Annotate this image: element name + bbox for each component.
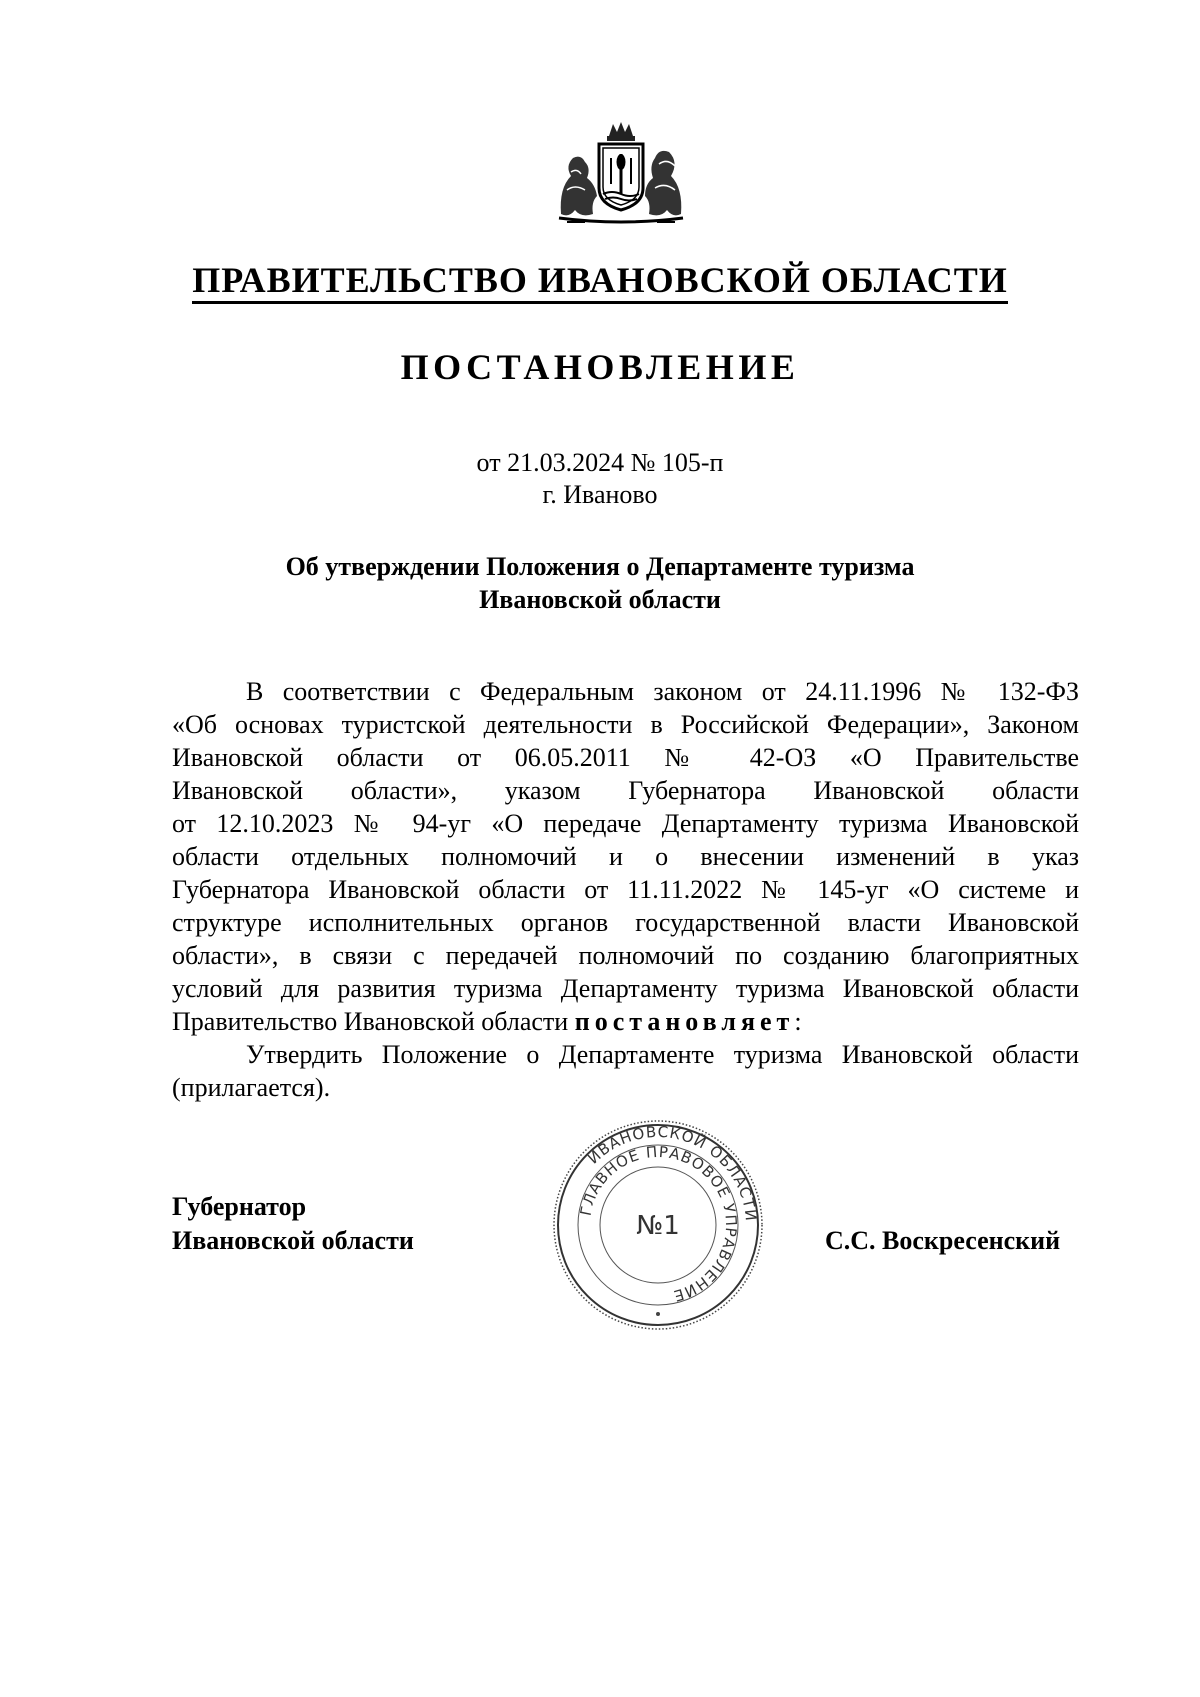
seal-inner-text: ГЛАВНОЕ ПРАВОВОЕ УПРАВЛЕНИЕ (576, 1142, 741, 1306)
resolution-line: Утвердить Положение о Департаменте туризма Ивановской области (246, 1040, 1079, 1069)
document-meta (0, 447, 1200, 511)
document-type-heading: ПОСТАНОВЛЕНИЕ (400, 347, 800, 387)
subject-line-2: Ивановской области (479, 585, 721, 614)
organization-title: ПРАВИТЕЛЬСТВО ИВАНОВСКОЙ ОБЛАСТИ (0, 258, 1200, 302)
signatory-name: С.С. Воскресенский (825, 1226, 1061, 1255)
coat-of-arms-icon (555, 118, 687, 230)
document-body (172, 675, 1079, 1104)
body-line: условий для развития туризма Департаменту туризма Ивановской области (172, 974, 1079, 1003)
body-line: от 12.10.2023 № 94-уг «О передаче Департаменту туризма Ивановской (172, 809, 1079, 838)
seal-number: №1 (636, 1211, 680, 1241)
body-line: В соответствии с Федеральным законом от 24.11.1996 № 132-ФЗ (246, 677, 1079, 706)
final-suffix: : (794, 1007, 802, 1036)
subject-line-1: Об утверждении Положения о Департаменте туризма (285, 552, 915, 581)
body-line-final (172, 1005, 1079, 1038)
document-subject (0, 550, 1200, 616)
position-line-2: Ивановской области (172, 1226, 414, 1255)
date-number: от 21.03.2024 № 105-п (476, 448, 724, 477)
seal-outer-text: ИВАНОВСКОЙ ОБЛАСТИ (584, 1122, 761, 1223)
official-seal-icon (551, 1118, 765, 1332)
body-line: Ивановской области от 06.05.2011 № 42-ОЗ «О Правительстве (172, 743, 1079, 772)
body-line: Губернатора Ивановской области от 11.11.2022 № 145-уг «О системе и (172, 875, 1079, 904)
body-line: Ивановской области», указом Губернатора Ивановской области (172, 776, 1079, 805)
resolve-keyword: постановляет (574, 1007, 795, 1036)
city: г. Иваново (542, 480, 658, 509)
body-line: «Об основах туристской деятельности в Российской Федерации», Законом (172, 710, 1079, 739)
final-prefix: Правительство Ивановской области (172, 1007, 569, 1036)
body-line: области отдельных полномочий и о внесении изменений в указ (172, 842, 1079, 871)
resolution-line: (прилагается). (172, 1073, 331, 1102)
body-line: области», в связи с передачей полномочий по созданию благоприятных (172, 941, 1079, 970)
position-line-1: Губернатор (172, 1192, 307, 1221)
signatory-position (172, 1190, 414, 1258)
body-line: структуре исполнительных органов государственной власти Ивановской (172, 908, 1079, 937)
